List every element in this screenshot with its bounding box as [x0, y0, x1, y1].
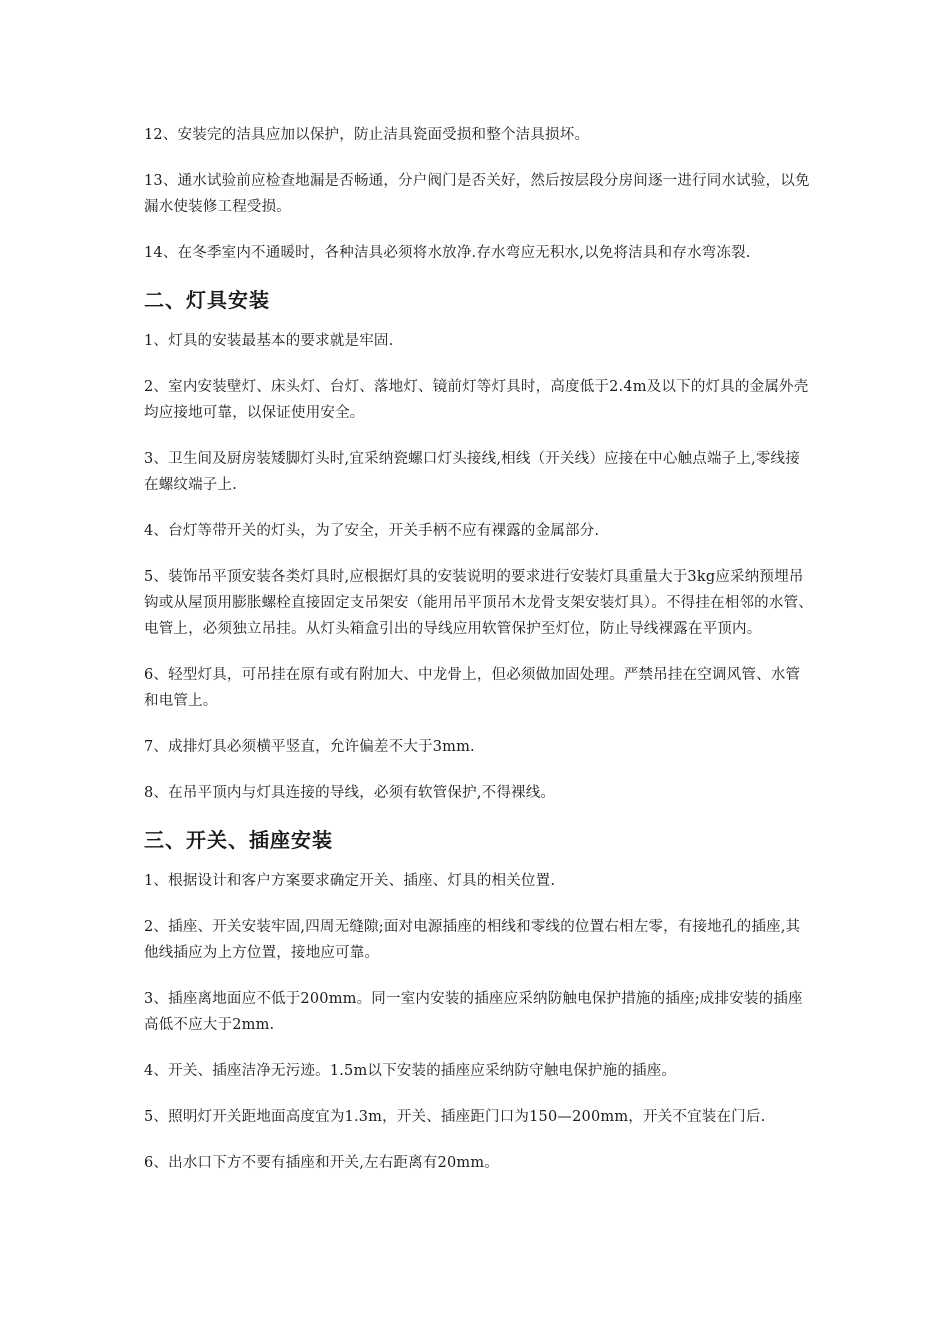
paragraph-sanitary-13: 13、通水试验前应检查地漏是否畅通，分户阀门是否关好，然后按层段分房间逐一进行同水试验，以免漏水使装修工程受损。	[144, 173, 810, 215]
paragraph-lighting-8: 8、在吊平顶内与灯具连接的导线，必须有软管保护,不得裸线。	[144, 785, 556, 801]
paragraph-lighting-2: 2、室内安装壁灯、床头灯、台灯、落地灯、镜前灯等灯具时，高度低于2.4m及以下的灯具的金属外壳均应接地可靠，以保证使用安全。	[144, 379, 809, 421]
paragraph-lighting-4: 4、台灯等带开关的灯头，为了安全，开关手柄不应有裸露的金属部分.	[144, 523, 600, 539]
paragraph-lighting-7: 7、成排灯具必须横平竖直，允许偏差不大于3mm.	[144, 739, 475, 755]
document-page	[144, 122, 814, 1196]
paragraph-lighting-3: 3、卫生间及厨房装矮脚灯头时,宜采纳瓷螺口灯头接线,相线（开关线）应接在中心触点端子上,零线接在螺纹端子上.	[144, 451, 800, 493]
heading-lighting-installation: 二、灯具安装	[144, 288, 270, 312]
paragraph-switch-2: 2、插座、开关安装牢固,四周无缝隙;面对电源插座的相线和零线的位置右相左零，有接地孔的插座,其他线插应为上方位置，接地应可靠。	[144, 919, 801, 961]
paragraph-sanitary-12: 12、安装完的洁具应加以保护，防止洁具瓷面受损和整个洁具损坏。	[144, 127, 590, 143]
paragraph-switch-6: 6、出水口下方不要有插座和开关,左右距离有20mm。	[144, 1155, 499, 1171]
paragraph-sanitary-14: 14、在冬季室内不通暖时，各种洁具必须将水放净.存水弯应无积水,以免将洁具和存水弯冻裂.	[144, 245, 751, 261]
paragraph-switch-3: 3、插座离地面应不低于200mm。同一室内安装的插座应采纳防触电保护措施的插座;成排安装的插座高低不应大于2mm.	[144, 991, 803, 1033]
heading-switch-socket-installation: 三、开关、插座安装	[144, 828, 333, 852]
paragraph-lighting-1: 1、灯具的安装最基本的要求就是牢固.	[144, 333, 394, 349]
paragraph-switch-4: 4、开关、插座洁净无污迹。1.5m以下安装的插座应采纳防守触电保护施的插座。	[144, 1063, 677, 1079]
paragraph-switch-5: 5、照明灯开关距地面高度宜为1.3m，开关、插座距门口为150—200mm，开关不宜装在门后.	[144, 1109, 766, 1125]
paragraph-switch-1: 1、根据设计和客户方案要求确定开关、插座、灯具的相关位置.	[144, 873, 556, 889]
paragraph-lighting-6: 6、轻型灯具，可吊挂在原有或有附加大、中龙骨上，但必须做加固处理。严禁吊挂在空调风管、水管和电管上。	[144, 667, 801, 709]
paragraph-lighting-5: 5、装饰吊平顶安装各类灯具时,应根据灯具的安装说明的要求进行安装灯具重量大于3kg应采纳预埋吊钩或从屋顶用膨胀螺栓直接固定支吊架安（能用吊平顶吊木龙骨支架安装灯具）。不得挂在相邻的水管、电管上，必须独立吊挂。从灯头箱盒引出的导线应用软管保护至灯位，防止导线裸露在平顶内。	[144, 569, 813, 637]
